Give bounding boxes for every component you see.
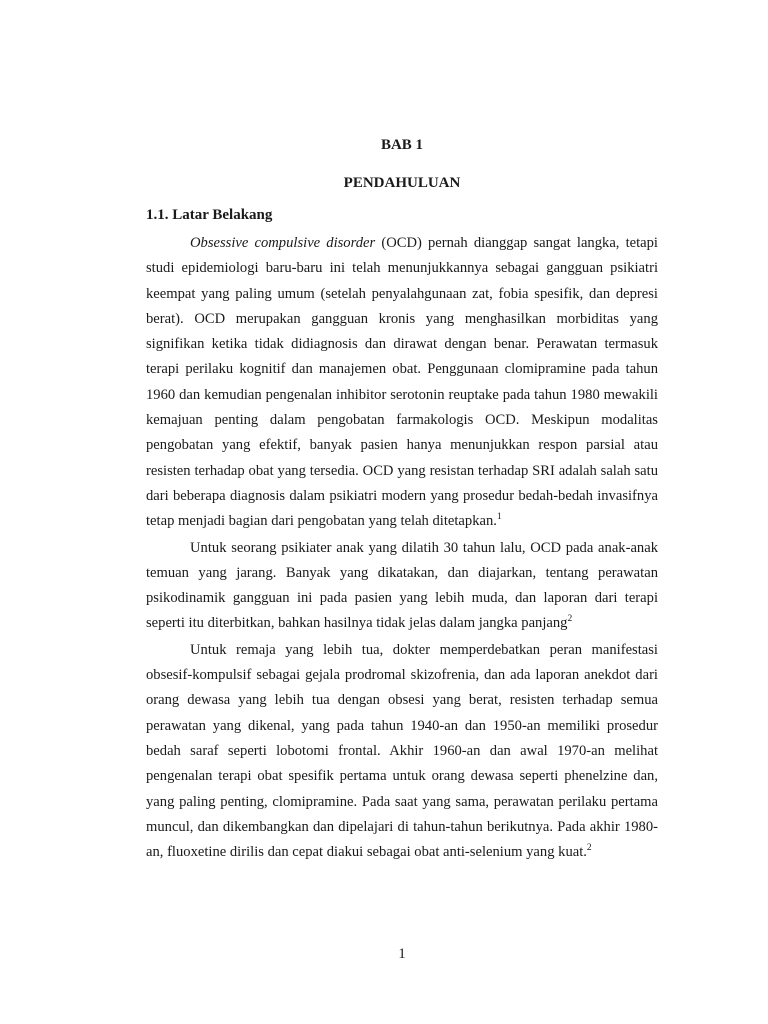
chapter-number: BAB 1 [380, 137, 424, 153]
paragraph-1 [146, 231, 658, 535]
reference-marker: 2 [567, 614, 573, 625]
paragraph-2 [146, 536, 658, 637]
chapter-title: PENDAHULUAN [343, 175, 461, 191]
paragraph-text: Untuk seorang psikiater anak yang dilatih 30 tahun lalu, OCD pada anak-anak temuan yang jarang. Banyak yang dikatakan, dan diajarkan, tentang perawatan psikodinamik gangguan ini pada pasien yang lebih muda, dan laporan dari terapi seperti itu diterbitkan, bahkan hasilnya tidak jelas dalam jangka panjang [146, 539, 658, 632]
paragraph-3 [146, 638, 658, 866]
reference-marker: 1 [496, 512, 502, 523]
reference-marker: 2 [586, 843, 592, 854]
paragraph-text: Untuk remaja yang lebih tua, dokter memperdebatkan peran manifestasi obsesif-kompulsif sebagai gejala prodromal skizofrenia, dan ada laporan anekdot dari orang dewasa yang lebih tua dengan obsesi yang berat, resisten terhadap semua perawatan yang dikenal, yang pada tahun 1940-an dan 1950-an memiliki prosedur bedah saraf seperti lobotomi frontal. Akhir 1960-an dan awal 1970-an melihat pengenalan terapi obat spesifik pertama untuk orang dewasa seperti phenelzine dan, yang paling penting, clomipramine. Pada saat yang sama, perawatan perilaku pertama muncul, dan dikembangkan dan dipelajari di tahun-tahun berikutnya. Pada akhir 1980-an, fluoxetine dirilis dan cepat diakui sebagai obat anti-selenium yang kuat. [146, 641, 658, 861]
section-heading: 1.1. Latar Belakang [146, 207, 273, 223]
paragraph-text: (OCD) pernah dianggap sangat langka, tetapi studi epidemiologi baru-baru ini telah menunjukkannya sebagai gangguan psikiatri keempat yang paling umum (setelah penyalahgunaan zat, fobia spesifik, dan depresi berat). OCD merupakan gangguan kronis yang menghasilkan morbiditas yang signifikan ketika tidak didiagnosis dan dirawat dengan benar. Perawatan termasuk terapi perilaku kognitif dan manajemen obat. Penggunaan clomipramine pada tahun 1960 dan kemudian pengenalan inhibitor serotonin reuptake pada tahun 1980 mewakili kemajuan penting dalam pengobatan farmakologis OCD. Meskipun modalitas pengobatan yang efektif, banyak pasien hanya menunjukkan respon parsial atau resisten terhadap obat yang tersedia. OCD yang resistan terhadap SRI adalah salah satu dari beberapa diagnosis dalam psikiatri modern yang prosedur bedah-bedah invasifnya tetap menjadi bagian dari pengobatan yang telah ditetapkan. [146, 235, 658, 530]
page-number: 1 [398, 946, 406, 962]
italic-term: Obsessive compulsive disorder [190, 235, 376, 251]
body-text [146, 231, 658, 865]
